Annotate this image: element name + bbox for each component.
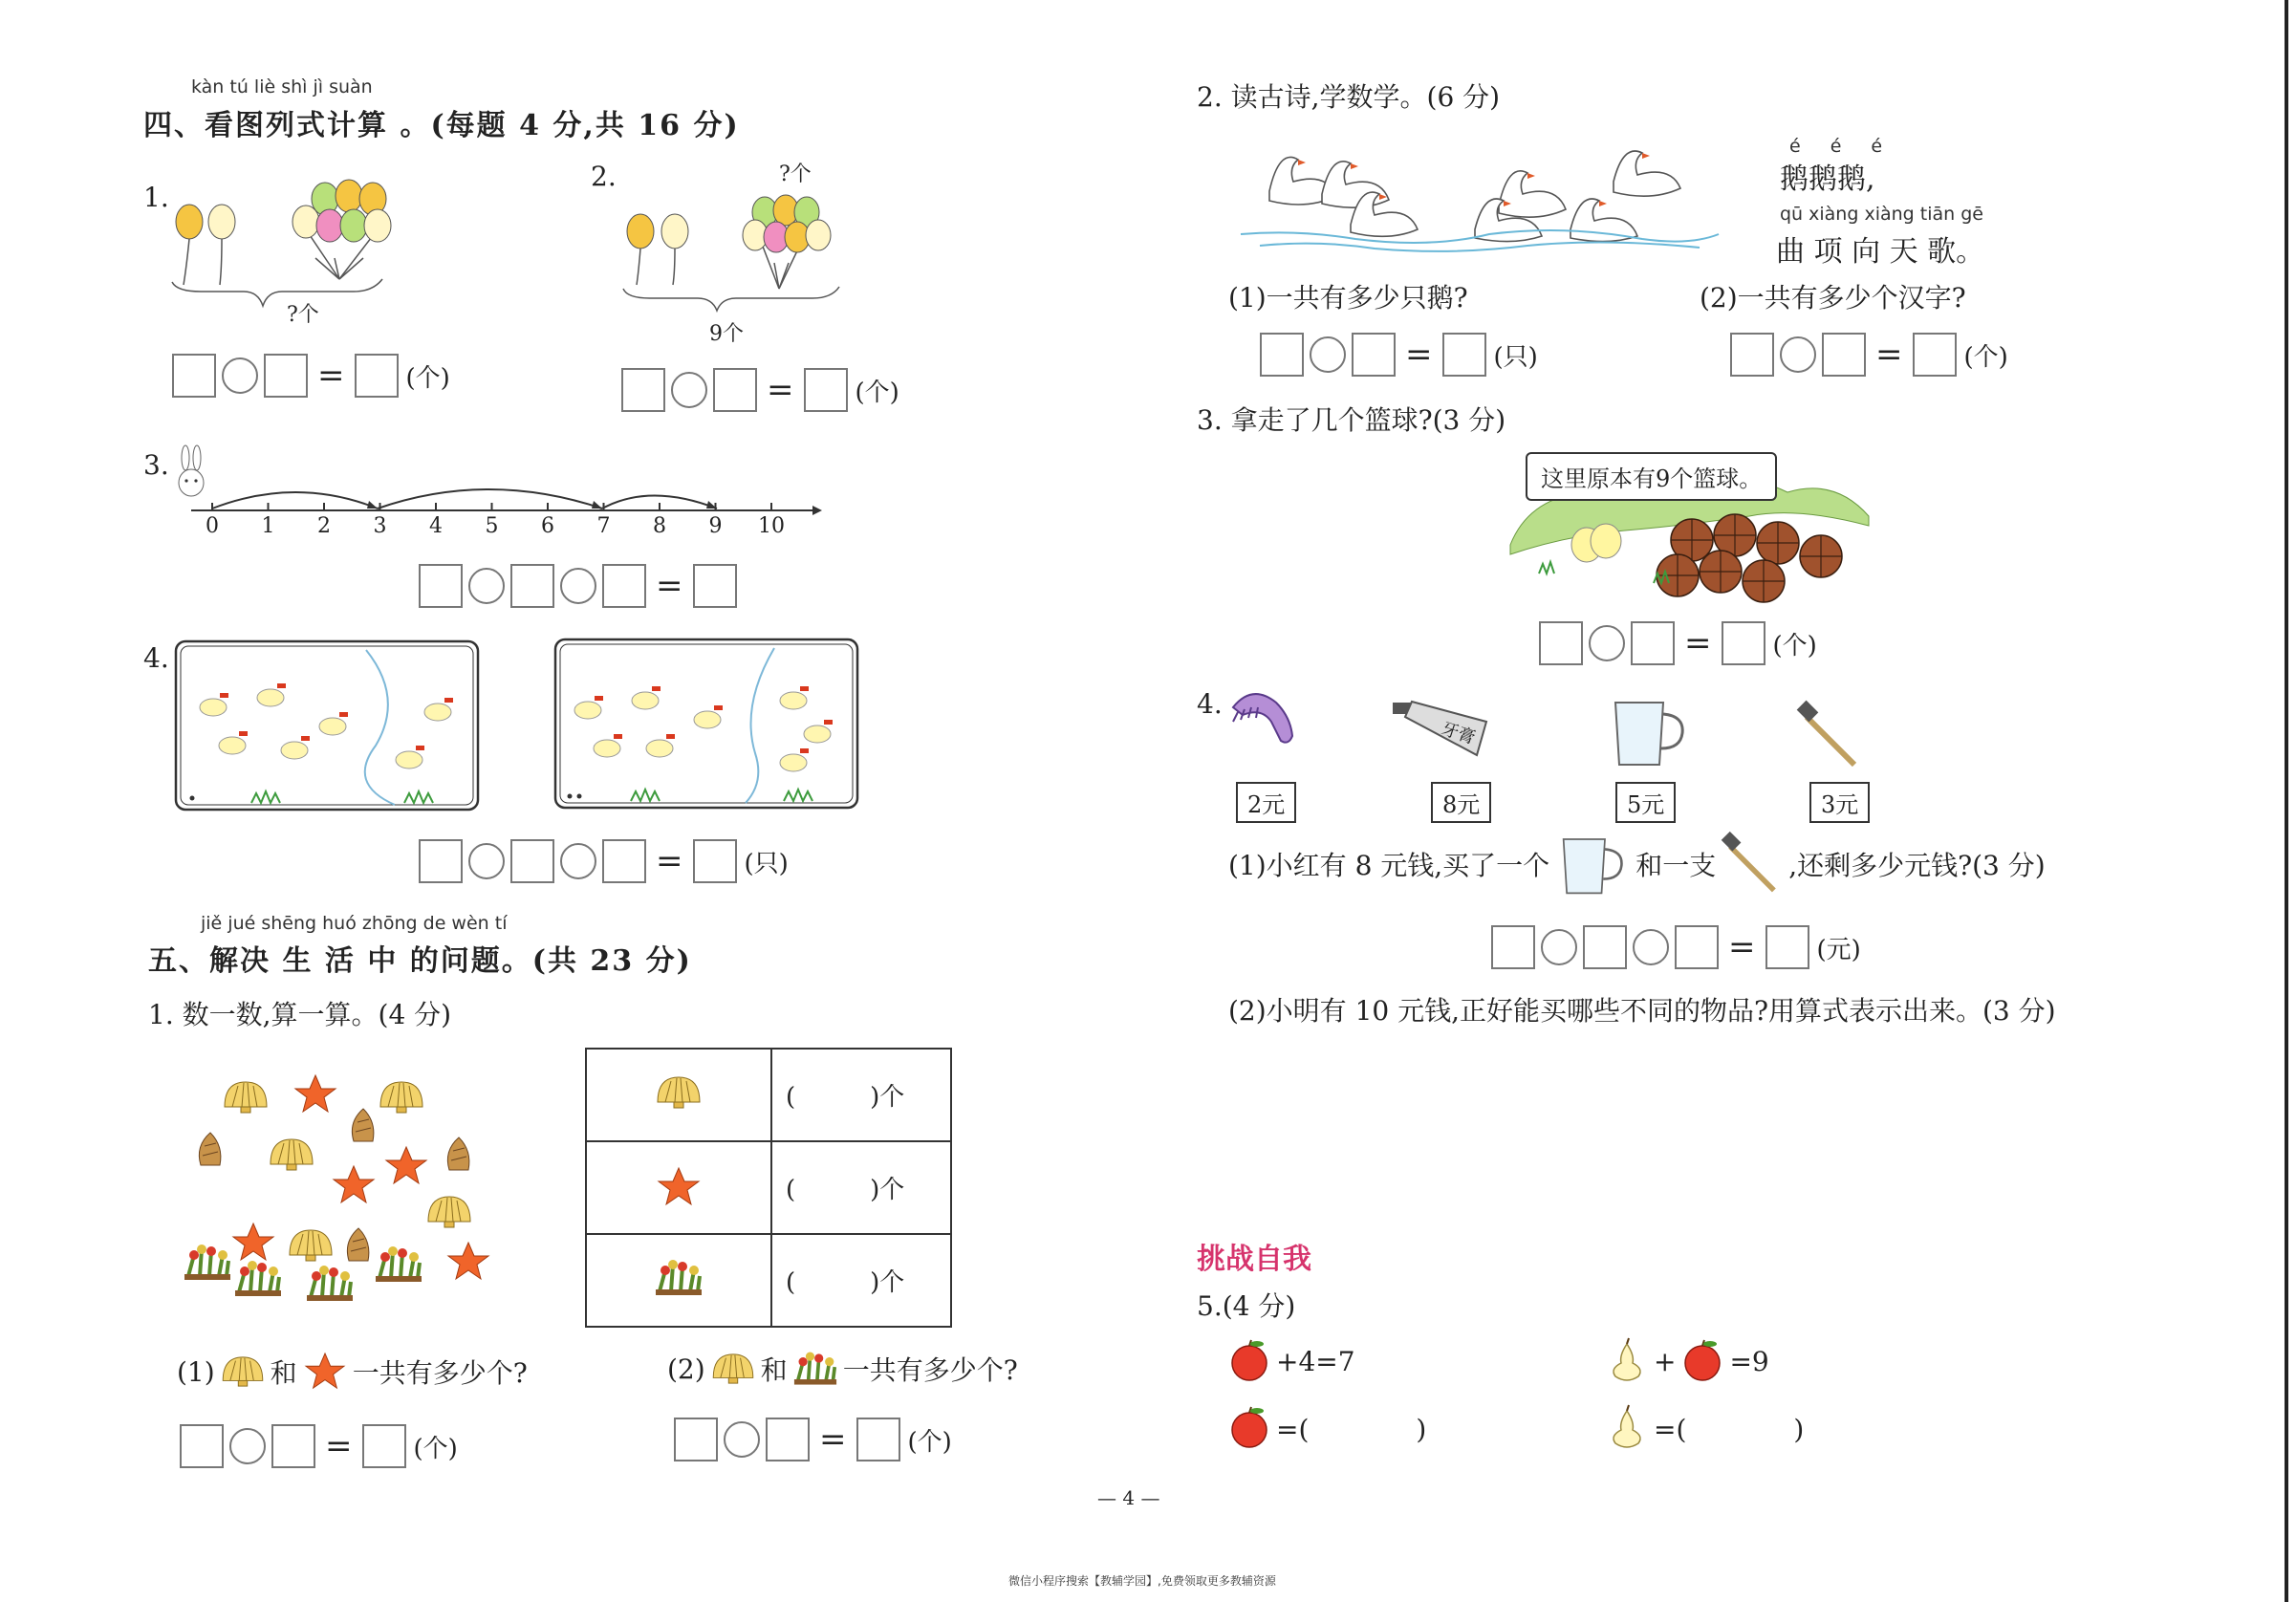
answer-box[interactable] <box>180 1424 224 1468</box>
comb-icon <box>1224 679 1300 755</box>
answer-box[interactable] <box>1442 333 1486 377</box>
operator-circle[interactable] <box>560 843 596 879</box>
count-table-row <box>586 1141 951 1234</box>
apple-icon <box>1228 1338 1270 1384</box>
q4-number: 4. <box>143 642 169 674</box>
r-q3-equation: = (个) <box>1539 621 1817 665</box>
sea-objects-figure <box>177 1066 502 1295</box>
answer-box[interactable] <box>1822 333 1866 377</box>
number-line-label: 10 <box>758 514 785 538</box>
count-answer-cell[interactable]: ( )个 <box>771 1234 951 1327</box>
challenge-q5: 5.(4 分) <box>1197 1290 1296 1322</box>
poem-pinyin-2: qū xiàng xiàng tiān gē <box>1780 204 1983 225</box>
answer-box[interactable] <box>1722 621 1765 665</box>
r-q2-eq2: = (个) <box>1730 333 2008 377</box>
number-line-label: 8 <box>653 514 666 538</box>
toothbrush-icon <box>1797 703 1864 769</box>
toothbrush-icon <box>1722 833 1783 895</box>
operator-circle[interactable] <box>222 357 258 394</box>
coral-icon <box>652 1255 705 1303</box>
shell-icon <box>711 1353 755 1385</box>
answer-box[interactable] <box>713 368 757 412</box>
answer-box[interactable] <box>510 839 554 883</box>
sub2-suffix: 一共有多少个? <box>842 1354 1018 1386</box>
operator-circle[interactable] <box>1589 625 1625 661</box>
s5-q1-eq1: = (个) <box>180 1424 458 1468</box>
count-answer-cell[interactable]: ( )个 <box>771 1049 951 1141</box>
r-q2-sub2: (2)一共有多少个汉字? <box>1700 282 1966 314</box>
geese-figure <box>1241 139 1719 253</box>
page-number: — 4 — <box>1097 1486 1160 1509</box>
operator-circle[interactable] <box>1633 929 1669 965</box>
starfish-icon <box>303 1353 347 1391</box>
number-line-label: 7 <box>596 514 611 538</box>
number-line-label: 1 <box>261 514 275 538</box>
challenge-title: 挑战自我 <box>1197 1243 1311 1276</box>
number-line-label: 6 <box>541 514 554 538</box>
count-table-row <box>586 1234 951 1327</box>
shell-icon <box>221 1355 265 1388</box>
answer-box[interactable] <box>264 354 308 398</box>
q2-number: 2. <box>591 161 617 192</box>
answer-box[interactable] <box>621 368 665 412</box>
sub1-suffix: 一共有多少个? <box>352 1357 528 1389</box>
sub1-text-a: (1)小红有 8 元钱,买了一个 <box>1228 850 1550 881</box>
count-table <box>585 1048 952 1328</box>
operator-circle[interactable] <box>1541 929 1577 965</box>
answer-box[interactable] <box>1583 925 1627 969</box>
challenge-eq2 <box>1606 1338 1769 1384</box>
answer-box[interactable] <box>1260 333 1304 377</box>
q1-number: 1. <box>143 182 169 213</box>
answer-box[interactable] <box>1631 621 1675 665</box>
answer-box[interactable] <box>419 839 463 883</box>
challenge-ans2 <box>1606 1405 1804 1451</box>
sub2-and: 和 <box>760 1354 788 1386</box>
answer-box[interactable] <box>271 1424 315 1468</box>
unit-label: (个) <box>413 1434 458 1463</box>
answer-box[interactable] <box>510 564 554 608</box>
operator-circle[interactable] <box>560 568 596 604</box>
s5-q1-eq2: = (个) <box>674 1418 952 1461</box>
number-line-label: 9 <box>708 514 723 538</box>
ducks-panel-2 <box>554 639 860 811</box>
operator-circle[interactable] <box>468 568 505 604</box>
number-line-label: 2 <box>317 514 331 538</box>
operator-circle[interactable] <box>1310 336 1346 373</box>
answer-box[interactable] <box>172 354 216 398</box>
answer-box[interactable] <box>804 368 848 412</box>
q3-number: 3. <box>143 449 169 481</box>
price-tag-comb: 2元 <box>1236 782 1296 823</box>
s5-q1-sub1 <box>177 1353 528 1391</box>
r-q4-equation: = (元) <box>1491 925 1861 969</box>
s5-q1-sub2 <box>667 1350 1018 1388</box>
answer-box[interactable] <box>355 354 399 398</box>
balloons-figure-2 <box>621 182 851 315</box>
toothpaste-label: 牙膏 <box>1439 718 1478 748</box>
apple-icon <box>1681 1338 1723 1384</box>
number-line-labels <box>191 514 822 543</box>
q1-question-label: ?个 <box>287 303 319 327</box>
r-q2-title: 2. 读古诗,学数学。(6 分) <box>1197 81 1501 113</box>
answer-box[interactable] <box>1730 333 1774 377</box>
unit-label: (元) <box>1816 935 1861 964</box>
ans1-text[interactable]: =( ) <box>1276 1414 1427 1445</box>
answer-box[interactable] <box>693 564 737 608</box>
answer-box[interactable] <box>1675 925 1719 969</box>
unit-label: (个) <box>1772 631 1817 660</box>
section5-title: 五、解决 生 活 中 的问题。(共 23 分) <box>148 944 692 978</box>
unit-label: (只) <box>1493 342 1538 372</box>
unit-label: (个) <box>907 1427 952 1457</box>
q2-total-label: 9个 <box>709 322 744 346</box>
r-q2-sub1: (1)一共有多少只鹅? <box>1228 282 1468 314</box>
r-q4-sub2: (2)小明有 10 元钱,正好能买哪些不同的物品?用算式表示出来。(3 分) <box>1228 995 2056 1027</box>
ans2-text[interactable]: =( ) <box>1654 1414 1805 1445</box>
answer-box[interactable] <box>419 564 463 608</box>
operator-circle[interactable] <box>724 1421 760 1458</box>
eq2-text: =9 <box>1729 1345 1769 1377</box>
r-q4-sub1 <box>1228 830 2046 898</box>
section5-pinyin: jiě jué shēng huó zhōng de wèn tí <box>201 913 508 934</box>
shell-icon <box>652 1070 705 1117</box>
ducks-panel-1 <box>175 640 481 812</box>
operator-circle[interactable] <box>671 372 707 408</box>
price-tag-toothpaste: 8元 <box>1431 782 1491 823</box>
starfish-icon <box>652 1162 705 1210</box>
count-table-row <box>586 1049 951 1141</box>
r-q2-eq1: = (只) <box>1260 333 1538 377</box>
number-line-label: 5 <box>485 514 499 538</box>
sub1-prefix: (1) <box>177 1355 215 1388</box>
answer-box[interactable] <box>1352 333 1396 377</box>
operator-circle[interactable] <box>229 1428 266 1464</box>
answer-box[interactable] <box>1913 333 1957 377</box>
number-line-label: 3 <box>373 514 387 538</box>
answer-box[interactable] <box>1491 925 1535 969</box>
apple-icon <box>1228 1405 1270 1451</box>
s5-q1-title: 1. 数一数,算一算。(4 分) <box>148 999 452 1030</box>
sub2-prefix: (2) <box>667 1353 705 1385</box>
pear-icon <box>1606 1405 1648 1451</box>
q2-top-label: ?个 <box>779 162 812 186</box>
q4-equation: = (只) <box>419 839 789 883</box>
poem-pinyin-1: é é é <box>1789 136 1889 157</box>
operator-circle[interactable] <box>1780 336 1816 373</box>
sub1-text-b: 和一支 <box>1635 850 1717 881</box>
coral-icon <box>793 1350 837 1388</box>
sub1-text-c: ,还剩多少元钱?(3 分) <box>1788 850 2046 881</box>
r-q4-number: 4. <box>1197 688 1223 720</box>
unit-label: (个) <box>855 378 899 407</box>
section4-pinyin: kàn tú liè shì jì suàn <box>191 76 373 97</box>
challenge-eq1 <box>1228 1338 1355 1384</box>
answer-box[interactable] <box>602 564 646 608</box>
poem-line-1: 鹅鹅鹅, <box>1780 162 1875 196</box>
answer-box[interactable] <box>362 1424 406 1468</box>
section4-title: 四、看图列式计算 。(每题 4 分,共 16 分) <box>143 109 740 142</box>
number-line-label: 4 <box>429 514 443 538</box>
answer-box[interactable] <box>674 1418 718 1461</box>
speech-bubble: 这里原本有9个篮球。 <box>1526 452 1777 501</box>
answer-box[interactable] <box>1765 925 1809 969</box>
q3-equation: = <box>419 564 737 608</box>
challenge-ans1 <box>1228 1405 1426 1451</box>
q1-equation: = (个) <box>172 354 450 398</box>
unit-label: (只) <box>744 849 789 878</box>
r-q3-title: 3. 拿走了几个篮球?(3 分) <box>1197 404 1506 436</box>
number-line-label: 0 <box>206 514 219 538</box>
price-tag-cup: 5元 <box>1615 782 1676 823</box>
unit-label: (个) <box>405 363 450 393</box>
price-tag-toothbrush: 3元 <box>1809 782 1870 823</box>
page-edge <box>2285 0 2288 1602</box>
eq2-plus: + <box>1654 1345 1677 1377</box>
q2-equation: = (个) <box>621 368 899 412</box>
unit-label: (个) <box>1963 342 2008 372</box>
poem-line-2: 曲 项 向 天 歌。 <box>1776 235 1985 269</box>
pear-icon <box>1606 1338 1648 1384</box>
cup-icon <box>1555 830 1630 898</box>
answer-box[interactable] <box>693 839 737 883</box>
count-answer-cell[interactable]: ( )个 <box>771 1141 951 1234</box>
eq1-text: +4=7 <box>1276 1345 1355 1377</box>
operator-circle[interactable] <box>468 843 505 879</box>
footer-note: 微信小程序搜索【教辅学园】,免费领取更多教辅资源 <box>1008 1574 1276 1588</box>
answer-box[interactable] <box>766 1418 810 1461</box>
sub1-and: 和 <box>270 1357 297 1389</box>
cup-icon <box>1606 693 1692 769</box>
answer-box[interactable] <box>602 839 646 883</box>
answer-box[interactable] <box>856 1418 900 1461</box>
answer-box[interactable] <box>1539 621 1583 665</box>
